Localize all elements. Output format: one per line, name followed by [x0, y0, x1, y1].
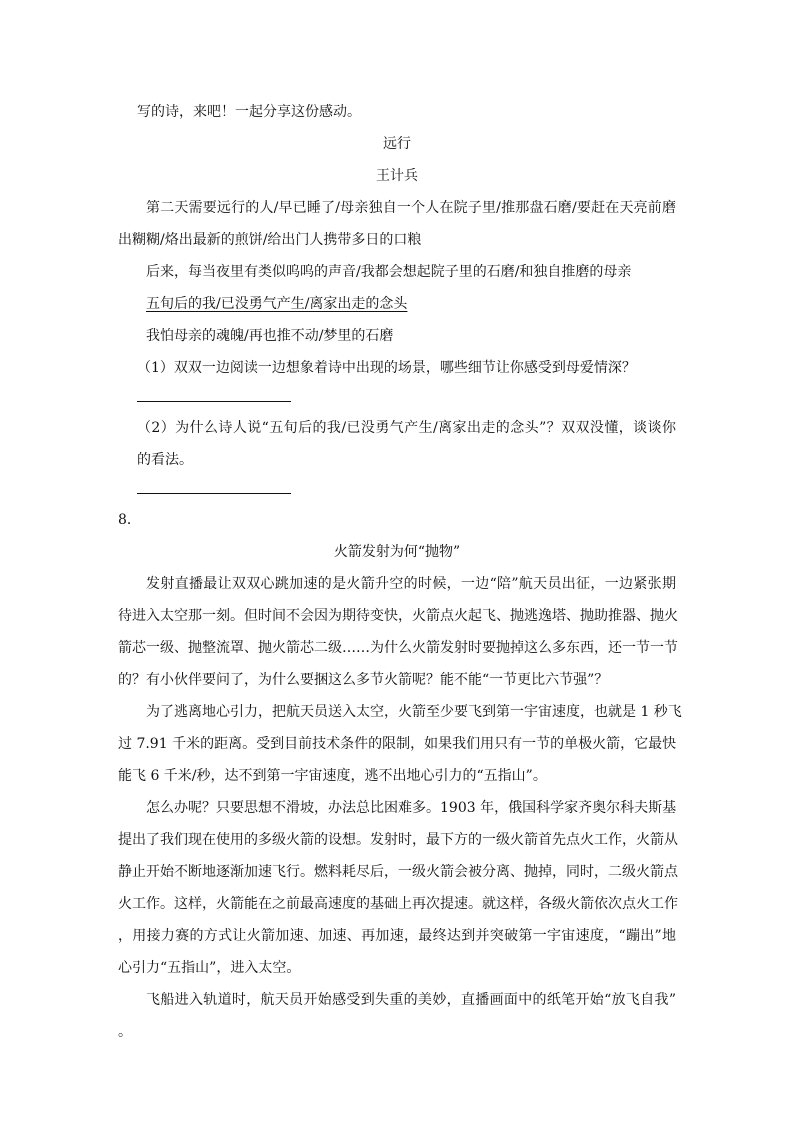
question-2-line1: （2）为什么诗人说“五旬后的我/已没勇气产生/离家出走的念头”？双双没懂，谈谈你	[137, 420, 676, 436]
article-p3-line1: 怎么办呢？只要思想不滑坡，办法总比困难多。1903 年，俄国科学家齐奥尔科夫斯基	[146, 800, 677, 816]
article-p1-line4: 的？有小伙伴要问了，为什么要捆这么多节火箭呢？能不能“一节更比六节强”？	[118, 672, 609, 688]
article-p4-line2: 。	[118, 1024, 132, 1040]
article-p3-line2: 提出了我们现在使用的多级火箭的设想。发射时，最下方的一级火箭首先点火工作，火箭从	[118, 832, 678, 848]
poem-stanza2: 后来，每当夜里有类似呜呜的声音/我都会想起院子里的石磨/和独自推磨的母亲	[146, 264, 632, 280]
poem-stanza1-line1: 第二天需要远行的人/早已睡了/母亲独自一个人在院子里/推那盘石磨/要赶在天亮前磨	[146, 200, 676, 216]
poem-stanza1-line2: 出糊糊/烙出最新的煎饼/给出门人携带多日的口粮	[118, 232, 422, 248]
article-p1-line2: 待进入太空那一刻。但时间不会因为期待变快，火箭点火起飞、抛逃逸塔、抛助推器、抛火	[118, 608, 678, 624]
article-p3-line3: 静止开始不断地逐渐加速飞行。燃料耗尽后，一级火箭会被分离、抛掉，同时，二级火箭点	[118, 864, 678, 880]
article-title: 火箭发射为何“抛物”	[333, 544, 461, 560]
intro-tail: 写的诗，来吧！一起分享这份感动。	[137, 104, 361, 120]
answer-blank-2[interactable]	[137, 493, 291, 494]
article-p4-line1: 飞船进入轨道时，航天员开始感受到失重的美妙，直播画面中的纸笔开始“放飞自我”	[146, 992, 676, 1008]
article-p2-line1: 为了逃离地心引力，把航天员送入太空，火箭至少要飞到第一宇宙速度，也就是 1 秒飞	[146, 704, 682, 720]
section-number: 8．	[118, 512, 141, 528]
article-p3-line4: 火工作。这样，火箭能在之前最高速度的基础上再次提速。就这样，各级火箭依次点火工作	[118, 896, 678, 912]
poem-stanza4: 我怕母亲的魂魄/再也推不动/梦里的石磨	[146, 328, 394, 344]
question-2-line2: 的看法。	[137, 452, 193, 468]
article-p3-line5: ，用接力赛的方式让火箭加速、加速、再加速，最终达到并突破第一宇宙速度，“蹦出”地	[118, 928, 676, 944]
article-p2-line3: 能飞 6 千米/秒，达不到第一宇宙速度，逃不出地心引力的“五指山”。	[118, 768, 547, 784]
poem-stanza3: 五旬后的我/已没勇气产生/离家出走的念头	[146, 296, 408, 312]
answer-blank-1[interactable]	[137, 401, 291, 402]
article-p1-line1: 发射直播最让双双心跳加速的是火箭升空的时候，一边“陪”航天员出征，一边紧张期	[146, 576, 676, 592]
article-p3-line6: 心引力“五指山”，进入太空。	[118, 960, 301, 976]
question-1: （1）双双一边阅读一边想象着诗中出现的场景，哪些细节让你感受到母爱情深？	[137, 360, 636, 376]
poem-author: 王计兵	[376, 168, 418, 184]
article-p2-line2: 过 7.91 千米的距离。受到目前技术条件的限制，如果我们用只有一节的单极火箭，它最快	[118, 736, 677, 752]
article-p1-line3: 箭芯一级、抛整流罩、抛火箭芯二级……为什么火箭发射时要抛掉这么多东西，还一节一节	[118, 640, 678, 656]
poem-title: 远行	[383, 136, 411, 152]
